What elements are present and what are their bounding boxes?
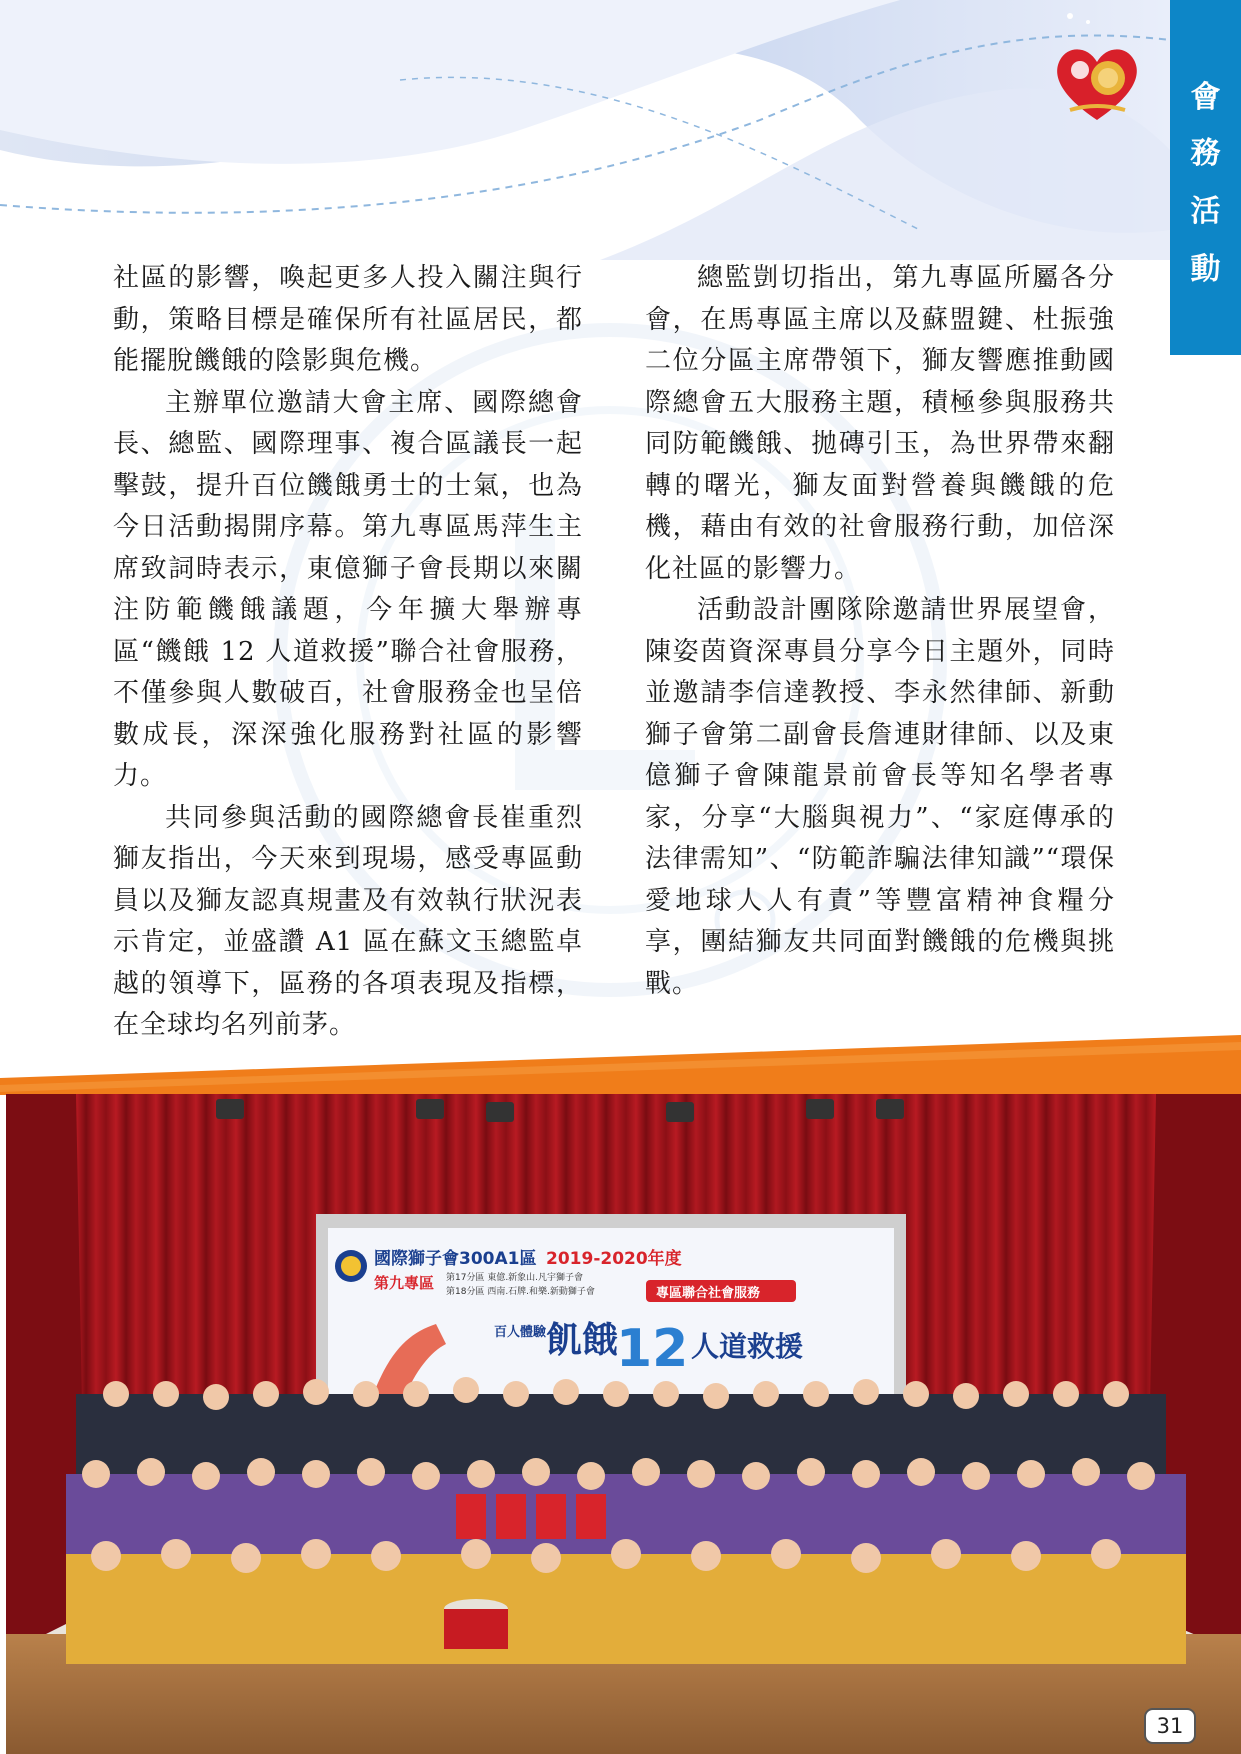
group-photo xyxy=(6,1094,1241,1754)
banner-subline: 第18分區 西南.石牌.和樂.新動獅子會 xyxy=(446,1287,595,1297)
article-paragraph: 總監剴切指出，第九專區所屬各分會，在馬專區主席以及蘇盟鍵、杜振強二位分區主席帶領下，獅友響應推動國際總會五大服務主題，積極參與服務共同防範饑餓、拋磚引玉，為世界帶來翻轉的曙光，獅友面對營養與饑餓的危機，藉由有效的社會服務行動，加倍深化社區的影響力。 xyxy=(645,263,1115,584)
banner-zone: 第九專區 xyxy=(374,1274,435,1292)
banner-twelve: 12 xyxy=(616,1319,689,1379)
banner-year: 2019-2020年度 xyxy=(546,1249,682,1269)
banner-hunger: 飢餓 xyxy=(546,1320,619,1361)
banner-badge: 專區聯合社會服務 xyxy=(656,1286,761,1301)
banner-subline: 第17分區 東億.新象山.凡宇獅子會 xyxy=(446,1273,584,1283)
section-tab-char: 會 xyxy=(1190,80,1221,115)
article-paragraph: 社區的影響，喚起更多人投入關注與行動，策略目標是確保所有社區居民，都能擺脫饑餓的陰影與危機。 xyxy=(113,263,583,376)
banner-small: 百人體驗 xyxy=(494,1325,547,1340)
article-right-column xyxy=(645,258,1115,1005)
article-paragraph: 活動設計團隊除邀請世界展望會，陳姿茵資深專員分享今日主題外，同時並邀請李信達教授、李永然律師、新動獅子會第二副會長詹連財律師、以及東億獅子會陳龍景前會長等知名學者專家，分享“大腦與視力”、“家庭傳承的法律需知”、“防範詐騙法律知識”“環保愛地球人人有責”等豐富精神食糧分享，團結獅友共同面對饑餓的危機與挑戰。 xyxy=(645,595,1115,999)
header-wave-decoration xyxy=(0,0,1241,260)
section-tab-char: 務 xyxy=(1190,136,1221,171)
banner-rescue: 人道救援 xyxy=(691,1330,804,1363)
page-number: 31 xyxy=(1144,1708,1196,1744)
lion-heart-emblem-icon xyxy=(1050,40,1145,125)
orange-divider-band xyxy=(0,1030,1241,1095)
section-tab-char: 活 xyxy=(1190,194,1221,229)
article-left-column xyxy=(113,258,583,1047)
article-paragraph: 主辦單位邀請大會主席、國際總會長、總監、國際理事、複合區議長一起擊鼓，提升百位饑餓勇士的士氣，也為今日活動揭開序幕。第九專區馬萍生主席致詞時表示，東億獅子會長期以來關注防範饑餓議題，今年擴大舉辦專區“饑餓 12 人道救援”聯合社會服務，不僅參與人數破百，社會服務金也呈倍數成長，深深強化服務對社區的影響力。 xyxy=(113,387,583,791)
article-paragraph: 共同參與活動的國際總會長崔重烈獅友指出，今天來到現場，感受專區動員以及獅友認真規畫及有效執行狀況表示肯定，並盛讚 A1 區在蘇文玉總監卓越的領導下，區務的各項表現及指標，在全球均名列前茅。 xyxy=(113,802,583,1040)
section-tab xyxy=(1170,0,1241,355)
banner-title: 國際獅子會300A1區 xyxy=(374,1249,537,1269)
section-tab-char: 動 xyxy=(1190,252,1221,287)
